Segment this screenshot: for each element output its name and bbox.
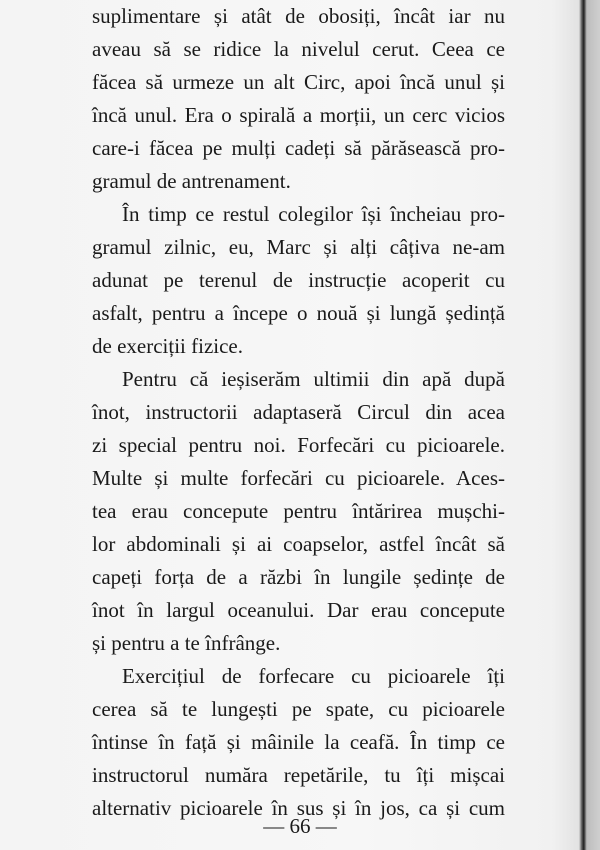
- text-line: înot în largul oceanului. Dar erau concepute: [92, 598, 505, 622]
- page-body-text: [92, 0, 505, 825]
- text-line: înot, instructorii adaptaseră Circul din acea: [92, 400, 505, 424]
- text-line: aveau să se ridice la nivelul cerut. Ceea ce: [92, 37, 505, 61]
- text-line: făcea să urmeze un alt Circ, apoi încă unul și: [92, 70, 505, 94]
- text-line: Multe și multe forfecări cu picioarele. Aces-: [92, 466, 505, 490]
- text-line: adunat pe terenul de instrucție acoperit cu: [92, 268, 505, 292]
- text-line: lor abdominali și ai coapselor, astfel încât să: [92, 532, 505, 556]
- text-line: instructorul număra repetările, tu îți mișcai: [92, 763, 505, 787]
- text-line: suplimentare și atât de obosiți, încât iar nu: [92, 4, 505, 28]
- text-line: capeți forța de a răzbi în lungile ședințe de: [92, 565, 505, 589]
- text-line: zi special pentru noi. Forfecări cu picioarele.: [92, 433, 505, 457]
- text-line: și pentru a te înfrânge.: [92, 631, 281, 655]
- text-line: cerea să te lungești pe spate, cu picioarele: [92, 697, 505, 721]
- text-line: gramul zilnic, eu, Marc și alți câțiva ne-am: [92, 235, 505, 259]
- text-line: de exerciții fizice.: [92, 334, 243, 358]
- text-line: tea erau concepute pentru întărirea mușchi-: [92, 499, 505, 523]
- text-line: încă unul. Era o spirală a morții, un cerc vicios: [92, 103, 505, 127]
- text-line: care-i făcea pe mulți cadeți să părăsească pro-: [92, 136, 505, 160]
- text-line: alternativ picioarele în sus și în jos, ca și cum: [92, 796, 505, 820]
- text-line: gramul de antrenament.: [92, 169, 291, 193]
- text-line: asfalt, pentru a începe o nouă și lungă ședință: [92, 301, 505, 325]
- text-line: Pentru că ieșiserăm ultimii din apă după: [122, 367, 505, 391]
- text-line: Exercițiul de forfecare cu picioarele îți: [122, 664, 505, 688]
- text-line: întinse în față și mâinile la ceafă. În timp ce: [92, 730, 505, 754]
- text-line: În timp ce restul colegilor își încheiau pro-: [122, 202, 505, 226]
- page-number: — 66 —: [263, 814, 337, 838]
